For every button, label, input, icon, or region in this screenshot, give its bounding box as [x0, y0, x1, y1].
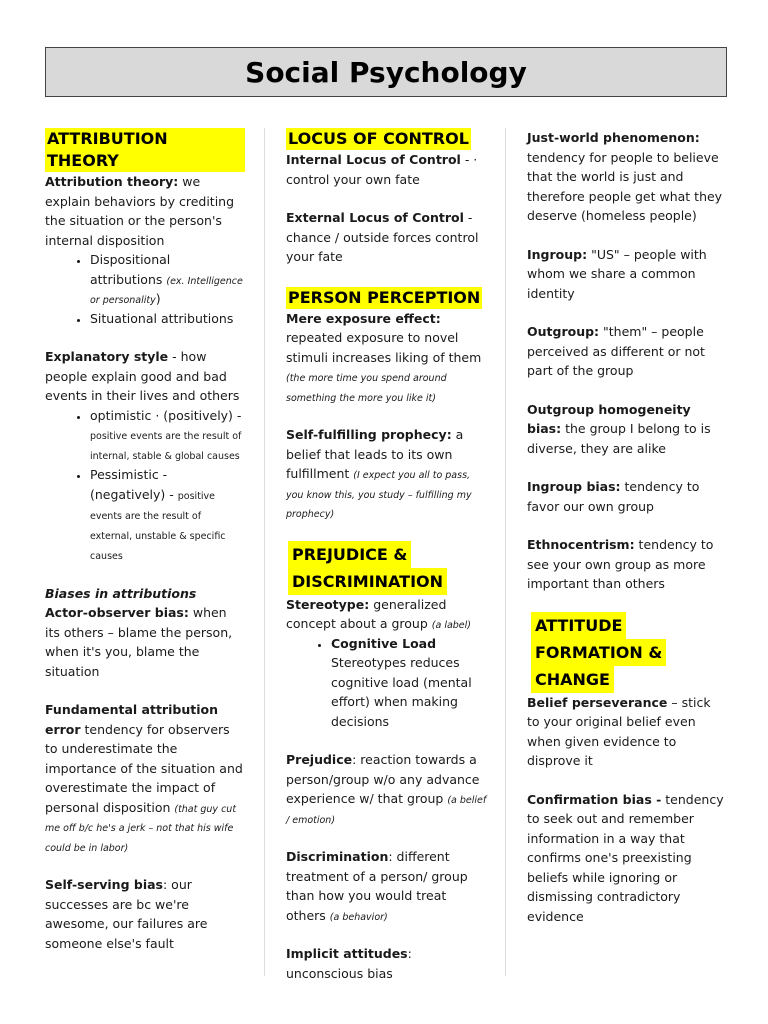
term: Confirmation bias -	[527, 791, 662, 807]
attribution-theory-entry	[45, 172, 245, 250]
definition: when its others – blame the person, when it's you, blame the situation	[45, 605, 233, 679]
term: Discrimination	[286, 849, 389, 864]
definition: : our successes are bc we're awesome, our failures are someone else's fault	[45, 877, 208, 951]
list-item	[90, 465, 245, 565]
definition: "US" – people with whom we share a common identity	[527, 246, 707, 301]
term: Ingroup:	[527, 246, 588, 262]
section-heading-attitude	[527, 612, 727, 693]
example-note: (a behavior)	[329, 911, 388, 923]
definition: tendency for people to believe that the world is just and therefore people get what they deserve (homeless people)	[527, 149, 723, 223]
external-locus-entry	[286, 208, 490, 267]
just-world-entry	[527, 128, 727, 226]
section-heading-attribution-theory: ATTRIBUTION THEORY	[45, 128, 245, 172]
term: Actor-observer bias:	[45, 605, 189, 620]
definition: generalized concept about a group	[286, 596, 447, 631]
self-fulfilling-entry	[286, 425, 490, 523]
mere-exposure-entry	[286, 309, 490, 407]
definition: Stereotypes reduces cognitive load (mental effort) when making decisions	[331, 655, 472, 729]
term: Belief perseverance	[527, 694, 668, 710]
example-note: (ex. Intelligence or personality	[90, 275, 243, 306]
list-item	[90, 309, 245, 329]
biases-subheading	[45, 584, 245, 604]
definition: a belief that leads to its own fulfillment	[286, 427, 464, 481]
list-item-text: Situational attributions	[90, 310, 234, 326]
term: Attribution theory:	[45, 174, 179, 189]
term: Self-fulfilling prophecy:	[286, 427, 452, 442]
list-item	[331, 634, 490, 732]
term: Ethnocentrism:	[527, 537, 635, 552]
attribution-list	[45, 250, 245, 328]
definition: : unconscious bias	[286, 946, 412, 981]
definition: repeated exposure to novel stimuli increases liking of them	[286, 330, 482, 365]
example-note: (the more time you spend around something the more you like it)	[286, 373, 447, 404]
list-item	[90, 250, 245, 309]
example-note: positive events are the result of internal, stable & global causes	[90, 431, 242, 462]
section-heading-locus-of-control: LOCUS OF CONTROL	[288, 129, 469, 148]
explanatory-list	[45, 406, 245, 565]
example-note: (a belief / emotion)	[286, 795, 487, 826]
heading-line: ATTITUDE	[531, 612, 626, 639]
example-note: (that guy cut me off b/c he's a jerk – not that his wife could be in labor)	[45, 803, 237, 854]
page-title: Social Psychology	[245, 55, 527, 89]
example-note: positive events are the result of external, unstable & specific causes	[90, 490, 226, 562]
term: Fundamental attribution error	[45, 702, 218, 737]
definition: - how people explain good and bad events in their lives and others	[45, 349, 240, 403]
outgroup-homogeneity-entry	[527, 400, 727, 459]
list-item-text: Dispositional attributions	[90, 252, 171, 287]
column-divider	[505, 128, 506, 976]
definition: – stick to your original belief even when given evidence to disprove it	[527, 694, 711, 768]
self-serving-entry	[45, 875, 245, 953]
heading-line: FORMATION &	[531, 639, 666, 666]
definition: the group I belong to is diverse, they are alike	[527, 421, 711, 456]
term: Stereotype:	[286, 596, 370, 612]
subheading-text: Biases in attributions	[45, 585, 197, 601]
term: Outgroup:	[527, 324, 600, 339]
heading-line: CHANGE	[531, 666, 614, 693]
term: Prejudice	[286, 752, 353, 767]
definition: tendency to favor our own group	[527, 479, 700, 514]
ingroup-entry	[527, 245, 727, 304]
term: Self-serving bias	[45, 877, 163, 892]
definition: tendency to seek out and remember information in a way that confirms one's preexisting beliefs while ignoring or dismissing contradictory evidence	[527, 791, 724, 924]
prejudice-entry	[286, 750, 490, 828]
term: Outgroup homogeneity bias:	[527, 401, 691, 436]
term: Cognitive Load	[331, 635, 437, 651]
confirmation-bias-entry	[527, 790, 727, 927]
example-note: (I expect you all to pass, you know this, you study – fulfilling my prophecy)	[286, 470, 472, 520]
title-box	[45, 47, 727, 97]
list-item-text: optimistic · (positively) -	[90, 407, 242, 423]
definition: - chance / outside forces control your fate	[286, 210, 479, 264]
fundamental-attribution-entry	[45, 700, 245, 856]
discrimination-entry	[286, 847, 490, 925]
column-attribution	[45, 128, 245, 953]
term: Internal Locus of Control	[286, 152, 461, 167]
internal-locus-entry	[286, 150, 490, 189]
heading-line: PREJUDICE &	[288, 541, 411, 568]
example-note: (a label)	[431, 620, 471, 631]
term: Just-world phenomenon:	[527, 130, 700, 145]
actor-observer-entry	[45, 603, 245, 681]
term: Mere exposure effect:	[286, 310, 441, 326]
term: Implicit attitudes	[286, 946, 408, 961]
column-perception	[286, 128, 490, 983]
list-item-text: )	[155, 291, 161, 306]
ethnocentrism-entry	[527, 535, 727, 594]
definition: : different treatment of a person/ group than how you would treat others	[286, 849, 468, 923]
definition: tendency to see your own group as more important than others	[527, 537, 714, 591]
heading-line: DISCRIMINATION	[288, 568, 447, 595]
term: Explanatory style	[45, 349, 169, 364]
stereotype-entry	[286, 595, 490, 634]
term: External Locus of Control	[286, 210, 464, 225]
definition: "them" – people perceived as different or not part of the group	[527, 324, 705, 378]
definition: we explain behaviors by crediting the situation or the person's internal disposition	[45, 174, 235, 248]
term: Ingroup bias:	[527, 479, 621, 494]
list-item-text: Pessimistic - (negatively) -	[90, 467, 178, 502]
definition: - · control your own fate	[286, 152, 478, 187]
definition: tendency for observers to underestimate the importance of the situation and overestimate the impact of personal disposition	[45, 721, 243, 815]
section-heading-prejudice	[286, 541, 490, 595]
definition: : reaction towards a person/group w/o any advance experience w/ that group	[286, 752, 480, 806]
ingroup-bias-entry	[527, 477, 727, 516]
section-heading-person-perception: PERSON PERCEPTION	[288, 287, 481, 307]
implicit-attitudes-entry	[286, 944, 490, 983]
cognitive-load-list	[286, 634, 490, 732]
column-divider	[264, 128, 265, 976]
list-item	[90, 406, 245, 466]
outgroup-entry	[527, 322, 727, 381]
explanatory-style-entry	[45, 347, 245, 406]
belief-perseverance-entry	[527, 693, 727, 771]
column-groups	[527, 128, 727, 926]
